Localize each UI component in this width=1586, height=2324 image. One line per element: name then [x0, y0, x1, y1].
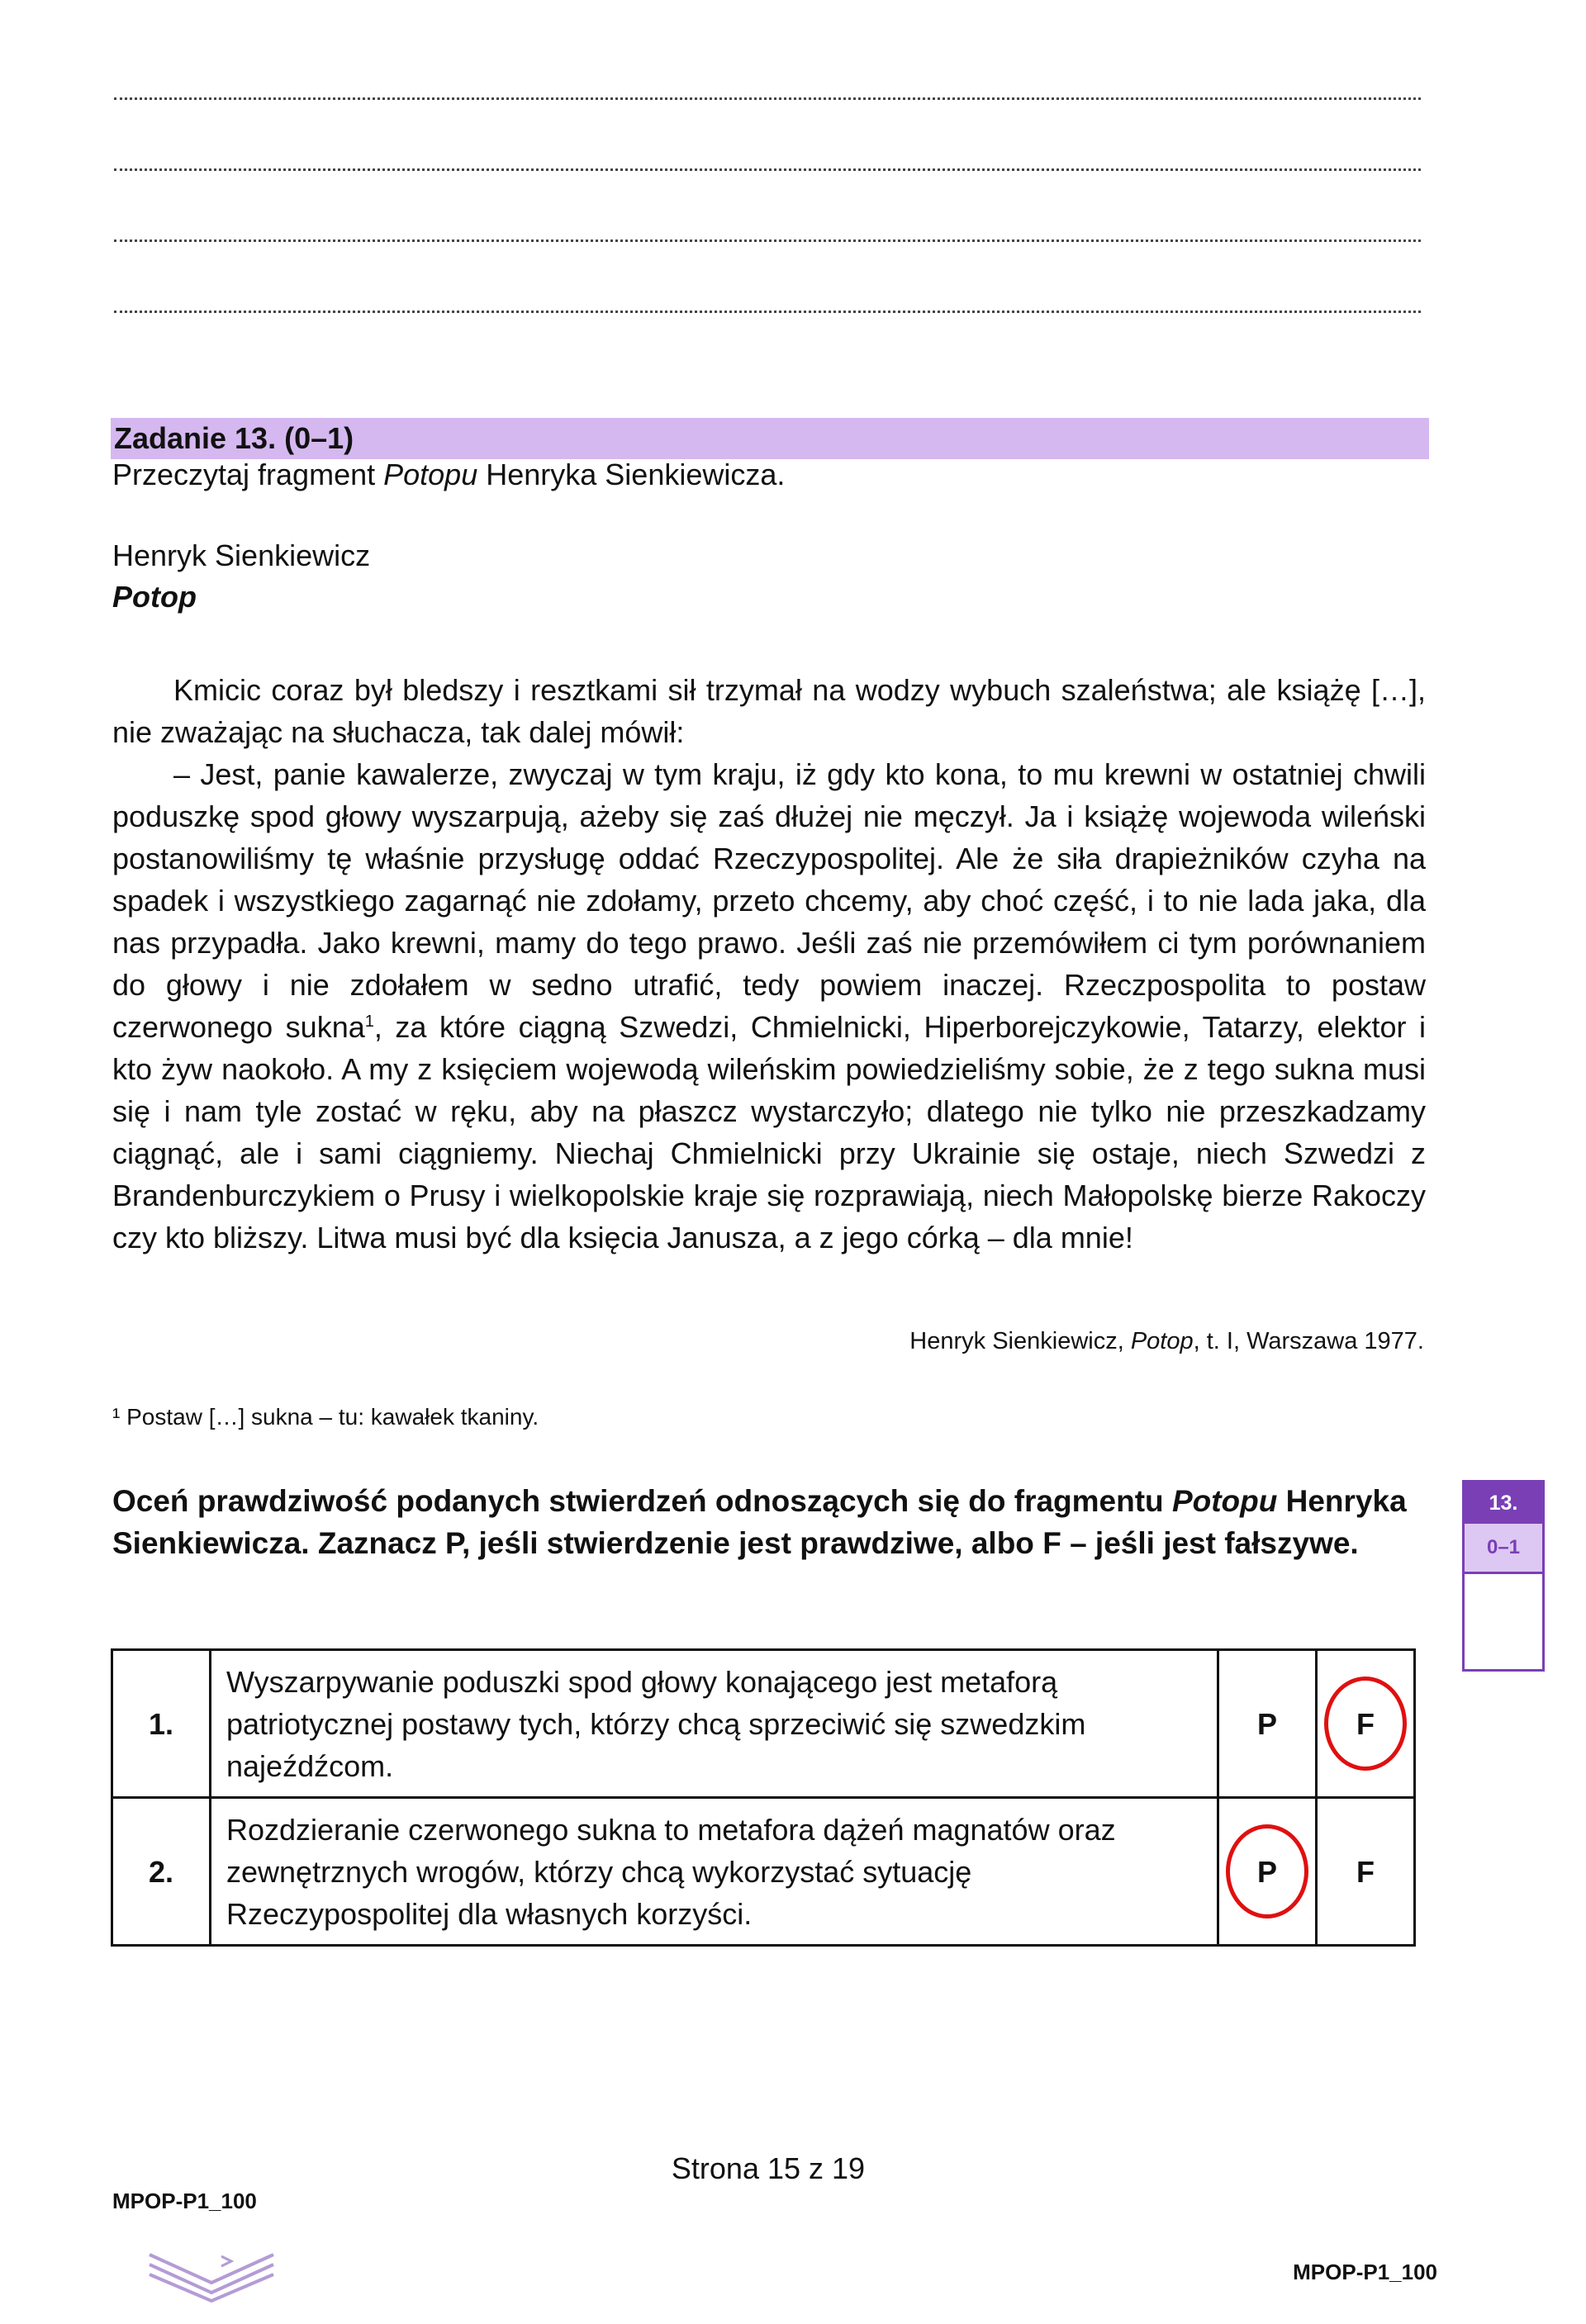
exam-code-right: MPOP-P1_100 — [1293, 2260, 1437, 2284]
source-title: Potop — [1130, 1328, 1194, 1354]
paragraph-text: – Jest, panie kawalerze, zwyczaj w tym kraju, iż gdy kto kona, to mu krewni w ostatniej chwili poduszkę spod głowy wyszarpują, ażeby się zaś dłużej nie męczył. Ja i książę wojewoda wileński postanowiliśmy tę właśnie przysługę oddać Rzeczypospolitej. Ale że siła drapieżników czyha na spadek i wszystkiego zagarnąć nie zdołamy, przeto chcemy, aby choć część, i to nie lada jaka, dla nas przypadła. Jako krewni, mamy do tego prawo. Jeśli zaś nie przemówiłem ci tym porównaniem do głowy i nie zdołałem w sedno utrafić, tedy powiem inaczej. Rzeczpospolita to postaw czerwonego sukna — [112, 757, 1426, 1044]
selected-mark — [1324, 1677, 1407, 1771]
passage-paragraph: Kmicic coraz był bledszy i resztkami sił trzymał na wodzy wybuch szaleństwa; ale książę […], nie zważając na słuchacza, tak dalej mówił: — [112, 673, 1426, 749]
paragraph-text: , za które ciągną Szwedzi, Chmielnicki, Hiperborejczykowie, Tatarzy, elektor i kto żyw naokoło. A my z księciem wojewodą wileńskim powiedzieliśmy sobie, że z tego sukna musi się i nam tyle zostać w ręku, aby na płaszcz wystarczyło; dlatego nie tylko nie przeszkadzamy ciągnąć, ale i sami ciągniemy. Niechaj Chmielnicki przy Ukrainie się ostaje, niech Szwedzi z Brandenburczykiem o Prusy i wielkopolskie kraje się rozprawiają, niech Małopolskę bierze Rakoczy czy kto bliższy. Litwa musi być dla księcia Janusza, a z jego córką – dla mnie! — [112, 1010, 1427, 1254]
passage-paragraph — [112, 753, 1426, 1259]
answer-line — [114, 240, 1421, 242]
option-label: P — [1256, 1706, 1277, 1741]
answer-line — [114, 168, 1421, 171]
table-row — [112, 1650, 1415, 1798]
answer-line — [114, 97, 1421, 100]
statement-text: Rozdzieranie czerwonego sukna to metafora dążeń magnatów oraz zewnętrznych wrogów, którzy chcą wykorzystać sytuację Rzeczypospolitej dla własnych korzyści. — [211, 1798, 1218, 1946]
statement-text: Wyszarpywanie poduszki spod głowy konającego jest metaforą patriotycznej postawy tych, którzy chcą sprzeciwić się szwedzkim najeźdźcom. — [211, 1650, 1218, 1798]
passage-author: Henryk Sienkiewicz — [112, 538, 371, 572]
statement-number: 2. — [112, 1798, 211, 1946]
source-author: Henryk Sienkiewicz, — [909, 1328, 1131, 1354]
option-label: F — [1356, 1854, 1375, 1889]
intro-title: Potopu — [383, 458, 478, 491]
instruction-title: Potopu — [1171, 1484, 1278, 1518]
task-instruction — [112, 1480, 1434, 1564]
source-rest: , t. I, Warszawa 1977. — [1193, 1328, 1424, 1354]
score-points: 0–1 — [1465, 1524, 1542, 1574]
table-row — [112, 1798, 1415, 1946]
answer-line — [114, 311, 1421, 313]
option-f[interactable] — [1317, 1798, 1415, 1946]
score-task-number: 13. — [1465, 1482, 1542, 1524]
option-f[interactable] — [1317, 1650, 1415, 1798]
option-label: F — [1356, 1706, 1375, 1741]
instruction-after: Henryka Sienkiewicza. Zaznacz P, jeśli stwierdzenie jest prawdziwe, albo F – jeśli jest fałszywe. — [112, 1484, 1407, 1560]
exam-code-left: MPOP-P1_100 — [112, 2189, 257, 2213]
page-number: Strona 15 z 19 — [671, 2151, 866, 2185]
passage-text — [112, 669, 1426, 1259]
instruction-before: Oceń prawdziwość podanych stwierdzeń odnoszących się do fragmentu — [112, 1484, 1172, 1518]
intro-before: Przeczytaj fragment — [112, 458, 384, 491]
score-box — [1462, 1480, 1545, 1672]
task-header: Zadanie 13. (0–1) — [111, 418, 1429, 459]
cke-logo-icon — [145, 2245, 286, 2303]
statement-number: 1. — [112, 1650, 211, 1798]
source-citation — [909, 1325, 1424, 1358]
option-p[interactable] — [1218, 1650, 1317, 1798]
option-label: P — [1256, 1854, 1277, 1889]
true-false-table — [111, 1648, 1416, 1947]
passage-title: Potop — [112, 580, 197, 614]
footnote: ¹ Postaw […] sukna – tu: kawałek tkaniny. — [112, 1404, 539, 1430]
intro-after: Henryka Sienkiewicza. — [477, 458, 786, 491]
option-p[interactable] — [1218, 1798, 1317, 1946]
task-intro — [112, 454, 785, 496]
footnote-mark: 1 — [364, 1013, 374, 1031]
selected-mark — [1226, 1824, 1308, 1918]
